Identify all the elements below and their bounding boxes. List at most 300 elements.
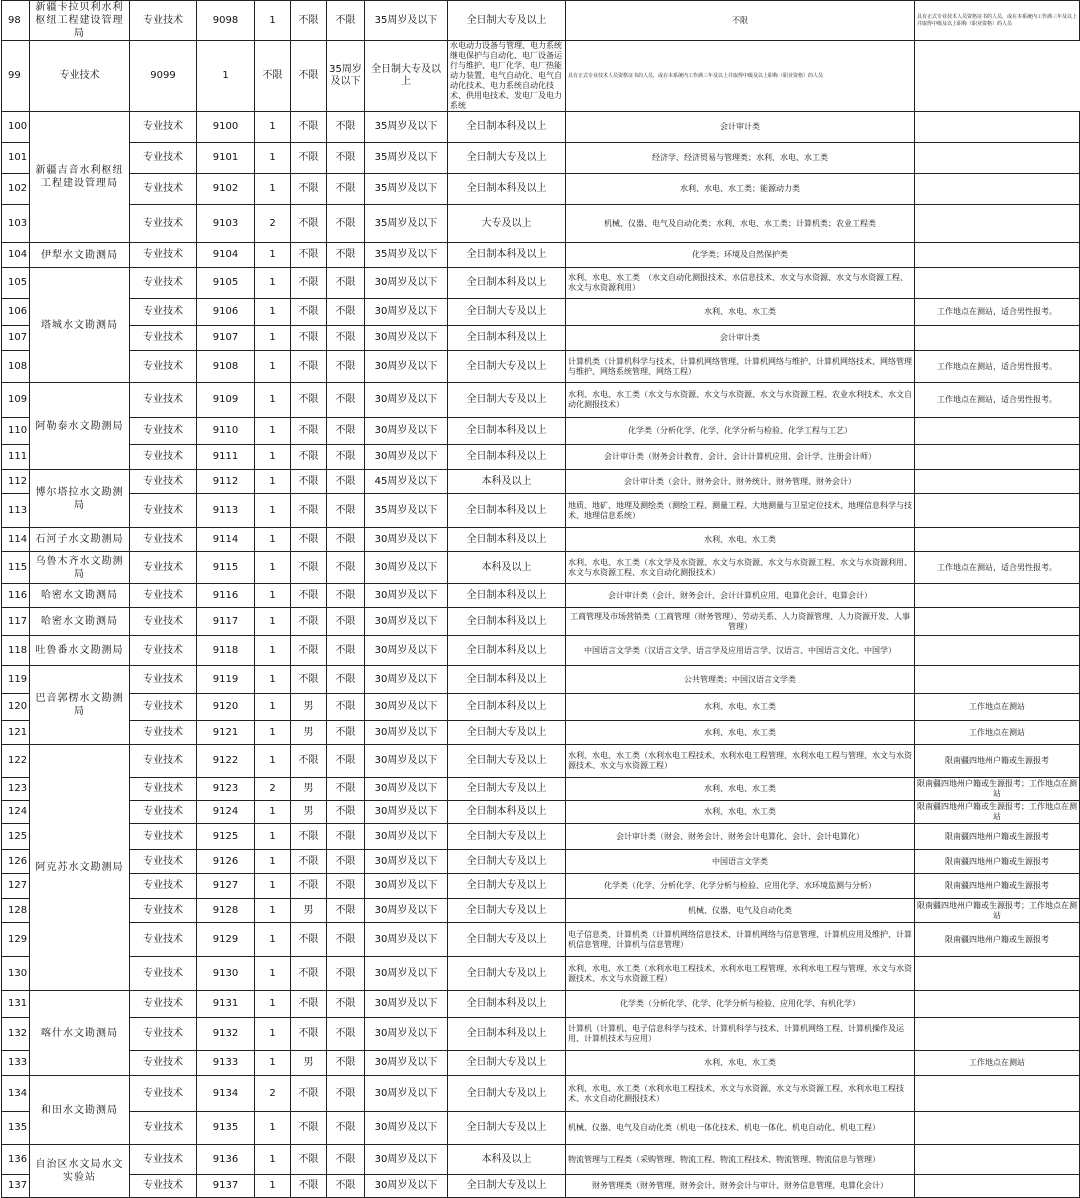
- position-code: 9126: [197, 850, 255, 874]
- gender-requirement: 不限: [291, 1, 327, 41]
- hire-count: 1: [255, 174, 291, 205]
- employer-unit: 乌鲁木齐水文勘测局: [30, 552, 130, 584]
- position-type: 专业技术: [130, 383, 197, 418]
- remarks: [915, 494, 1080, 528]
- gender-requirement: 不限: [291, 745, 327, 778]
- age-requirement: 30周岁及以下: [365, 1051, 448, 1076]
- ethnic-requirement: 不限: [327, 418, 365, 445]
- age-requirement: 30周岁及以下: [365, 1076, 448, 1112]
- ethnic-requirement: 不限: [327, 1051, 365, 1076]
- position-code: 9109: [197, 383, 255, 418]
- job-table: [1, 0, 1080, 1198]
- position-code: 9105: [197, 268, 255, 299]
- education-requirement: 全日制大专及以上: [448, 299, 566, 326]
- major-requirement: 电子信息类、计算机类（计算机网络信息技术、计算机网络与信息管理、计算机应用及维护、计算机信息管理、计算机与信息管理）: [566, 923, 915, 957]
- position-type: 专业技术: [130, 1175, 197, 1198]
- position-code: 9107: [197, 326, 255, 351]
- table-row: [2, 666, 1080, 694]
- age-requirement: 30周岁及以下: [365, 1145, 448, 1175]
- row-number: 102: [2, 174, 30, 205]
- gender-requirement: 不限: [291, 1175, 327, 1198]
- age-requirement: 35周岁及以下: [365, 143, 448, 174]
- gender-requirement: 不限: [291, 824, 327, 850]
- position-type: 专业技术: [130, 445, 197, 470]
- row-number: 115: [2, 552, 30, 584]
- gender-requirement: 不限: [291, 470, 327, 494]
- position-code: 9128: [197, 899, 255, 923]
- major-requirement: 水利、水电、水工类: [566, 528, 915, 552]
- hire-count: 1: [255, 1112, 291, 1145]
- hire-count: 1: [255, 874, 291, 899]
- hire-count: 1: [255, 470, 291, 494]
- ethnic-requirement: 不限: [327, 801, 365, 824]
- position-type: 专业技术: [130, 552, 197, 584]
- education-requirement: 全日制大专及以上: [448, 824, 566, 850]
- gender-requirement: 不限: [291, 1018, 327, 1051]
- ethnic-requirement: 不限: [327, 351, 365, 383]
- row-number: 116: [2, 584, 30, 608]
- major-requirement: 化学类（化学、分析化学、化学分析与检验、应用化学、水环境监测与分析）: [566, 874, 915, 899]
- education-requirement: 全日制大专及以上: [448, 957, 566, 991]
- position-type: 专业技术: [130, 874, 197, 899]
- age-requirement: 30周岁及以下: [365, 418, 448, 445]
- ethnic-requirement: 不限: [327, 991, 365, 1018]
- major-requirement: 会计审计类（会计、财务会计、会计计算机应用、电算化会计、电算会计）: [566, 584, 915, 608]
- position-code: 9115: [197, 552, 255, 584]
- table-row: [2, 1018, 1080, 1051]
- hire-count: 1: [255, 383, 291, 418]
- ethnic-requirement: 不限: [327, 584, 365, 608]
- gender-requirement: 不限: [291, 112, 327, 143]
- ethnic-requirement: 不限: [327, 957, 365, 991]
- gender-requirement: 不限: [291, 268, 327, 299]
- hire-count: 1: [255, 850, 291, 874]
- remarks: [915, 174, 1080, 205]
- hire-count: 1: [255, 923, 291, 957]
- hire-count: 1: [255, 351, 291, 383]
- employer-unit: 阿克苏水文勘测局: [30, 745, 130, 991]
- remarks: [915, 991, 1080, 1018]
- major-requirement: 会计审计类（会计、财务会计、财务统计、财务管理、财务会计）: [566, 470, 915, 494]
- age-requirement: 30周岁及以下: [365, 874, 448, 899]
- position-code: 9127: [197, 874, 255, 899]
- employer-unit: 阿勒泰水文勘测局: [30, 383, 130, 470]
- ethnic-requirement: 不限: [327, 899, 365, 923]
- hire-count: 1: [255, 552, 291, 584]
- ethnic-requirement: 不限: [327, 268, 365, 299]
- gender-requirement: 不限: [291, 1076, 327, 1112]
- gender-requirement: 不限: [291, 351, 327, 383]
- ethnic-requirement: 不限: [327, 666, 365, 694]
- gender-requirement: 不限: [291, 528, 327, 552]
- ethnic-requirement: 不限: [327, 824, 365, 850]
- education-requirement: 全日制本科及以上: [448, 608, 566, 636]
- table-row: [2, 470, 1080, 494]
- gender-requirement: 不限: [255, 41, 291, 112]
- gender-requirement: 不限: [291, 299, 327, 326]
- table-row: [2, 268, 1080, 299]
- major-requirement: 工商管理及市场营销类（工商管理（财务管理）、劳动关系、人力资源管理、人力资源开发、人事管理）: [566, 608, 915, 636]
- major-requirement: 中国语言文学类: [566, 850, 915, 874]
- remarks: 限南疆四地州户籍或生源报考: [915, 824, 1080, 850]
- age-requirement: 30周岁及以下: [365, 299, 448, 326]
- age-requirement: 30周岁及以下: [365, 899, 448, 923]
- row-number: 113: [2, 494, 30, 528]
- hire-count: 1: [255, 1175, 291, 1198]
- hire-count: 1: [255, 608, 291, 636]
- position-type: 专业技术: [130, 991, 197, 1018]
- ethnic-requirement: 不限: [291, 41, 327, 112]
- ethnic-requirement: 不限: [327, 552, 365, 584]
- position-type: 专业技术: [130, 1018, 197, 1051]
- position-type: 专业技术: [130, 666, 197, 694]
- age-requirement: 35周岁及以下: [327, 41, 365, 112]
- position-type: 专业技术: [130, 923, 197, 957]
- education-requirement: 全日制本科及以上: [448, 991, 566, 1018]
- position-code: 9099: [130, 41, 197, 112]
- education-requirement: 全日制本科及以上: [448, 1018, 566, 1051]
- remarks: [915, 1076, 1080, 1112]
- hire-count: 1: [255, 1, 291, 41]
- table-row: [2, 205, 1080, 243]
- table-row: [2, 694, 1080, 721]
- gender-requirement: 不限: [291, 1145, 327, 1175]
- hire-count: 1: [255, 1145, 291, 1175]
- remarks: [915, 470, 1080, 494]
- hire-count: 1: [197, 41, 255, 112]
- major-requirement: 水利、水电、水工类: [566, 801, 915, 824]
- position-type: 专业技术: [130, 351, 197, 383]
- education-requirement: 全日制大专及以上: [448, 1076, 566, 1112]
- ethnic-requirement: 不限: [327, 778, 365, 801]
- position-type: 专业技术: [130, 824, 197, 850]
- position-code: 9100: [197, 112, 255, 143]
- position-type: 专业技术: [130, 1076, 197, 1112]
- remarks: [915, 1175, 1080, 1198]
- position-code: 9131: [197, 991, 255, 1018]
- hire-count: 1: [255, 694, 291, 721]
- gender-requirement: 不限: [291, 636, 327, 666]
- hire-count: 1: [255, 1018, 291, 1051]
- education-requirement: 全日制本科及以上: [448, 326, 566, 351]
- age-requirement: 30周岁及以下: [365, 957, 448, 991]
- hire-count: 1: [255, 268, 291, 299]
- table-row: [2, 1051, 1080, 1076]
- ethnic-requirement: 不限: [327, 528, 365, 552]
- position-type: 专业技术: [130, 243, 197, 268]
- major-requirement: 水利、水电、水工类 （水文自动化测报技术、水信息技术、水文与水资源、水文与水资源工程、水文与水资源利用）: [566, 268, 915, 299]
- hire-count: 1: [255, 584, 291, 608]
- ethnic-requirement: 不限: [327, 923, 365, 957]
- major-requirement: 化学类；环境及自然保护类: [566, 243, 915, 268]
- ethnic-requirement: 不限: [327, 243, 365, 268]
- hire-count: 2: [255, 778, 291, 801]
- gender-requirement: 不限: [291, 143, 327, 174]
- position-code: 9102: [197, 174, 255, 205]
- age-requirement: 30周岁及以下: [365, 528, 448, 552]
- age-requirement: 30周岁及以下: [365, 694, 448, 721]
- row-number: 137: [2, 1175, 30, 1198]
- remarks: 限南疆四地州户籍或生源报考；工作地点在测站: [915, 778, 1080, 801]
- major-requirement: 水利、水电、水工类（水利水电工程技术、水文与水资源、水文与水资源工程、水利水电工程技术、水文自动化测报技术）: [566, 1076, 915, 1112]
- gender-requirement: 不限: [291, 874, 327, 899]
- row-number: 132: [2, 1018, 30, 1051]
- row-number: 101: [2, 143, 30, 174]
- row-number: 114: [2, 528, 30, 552]
- age-requirement: 30周岁及以下: [365, 778, 448, 801]
- remarks: [915, 584, 1080, 608]
- row-number: 134: [2, 1076, 30, 1112]
- employer-unit: 吐鲁番水文勘测局: [30, 636, 130, 666]
- major-requirement: 水利、水电、水工类: [566, 721, 915, 745]
- row-number: 107: [2, 326, 30, 351]
- ethnic-requirement: 不限: [327, 1145, 365, 1175]
- position-code: 9123: [197, 778, 255, 801]
- row-number: 131: [2, 991, 30, 1018]
- table-row: [2, 721, 1080, 745]
- table-row: [2, 1112, 1080, 1145]
- remarks: [915, 636, 1080, 666]
- education-requirement: 全日制本科及以上: [448, 494, 566, 528]
- ethnic-requirement: 不限: [327, 608, 365, 636]
- position-type: 专业技术: [130, 1112, 197, 1145]
- age-requirement: 30周岁及以下: [365, 745, 448, 778]
- ethnic-requirement: 不限: [327, 445, 365, 470]
- major-requirement: 水利、水电、水工类（水利水电工程技术、水利水电工程管理、水利水电工程与管理、水文与水资源技术、水文与水资源工程）: [566, 957, 915, 991]
- education-requirement: 全日制大专及以上: [448, 721, 566, 745]
- table-row: [2, 824, 1080, 850]
- hire-count: 2: [255, 1076, 291, 1112]
- ethnic-requirement: 不限: [327, 205, 365, 243]
- employer-unit: 塔城水文勘测局: [30, 268, 130, 383]
- remarks: [915, 957, 1080, 991]
- table-row: [2, 418, 1080, 445]
- education-requirement: 全日制本科及以上: [448, 268, 566, 299]
- gender-requirement: 不限: [291, 666, 327, 694]
- age-requirement: 30周岁及以下: [365, 923, 448, 957]
- remarks: 工作地点在测站: [915, 694, 1080, 721]
- row-number: 119: [2, 666, 30, 694]
- hire-count: 1: [255, 243, 291, 268]
- education-requirement: 全日制本科及以上: [448, 636, 566, 666]
- major-requirement: 水利、水电、水工类（水文学及水资源、水文与水资源、水文与水资源工程、水文与水资源利用、水文与水资源工程、水文自动化测报技术）: [566, 552, 915, 584]
- education-requirement: 全日制大专及以上: [448, 143, 566, 174]
- table-row: [2, 923, 1080, 957]
- employer-unit: 哈密水文勘测局: [30, 608, 130, 636]
- employer-unit: 博尔塔拉水文勘测局: [30, 470, 130, 528]
- table-row: [2, 174, 1080, 205]
- remarks: 限南疆四地州户籍或生源报考；工作地点在测站: [915, 801, 1080, 824]
- remarks: [915, 268, 1080, 299]
- remarks: 工作地点在测站: [915, 1051, 1080, 1076]
- remarks: [915, 205, 1080, 243]
- position-code: 9108: [197, 351, 255, 383]
- position-code: 9134: [197, 1076, 255, 1112]
- major-requirement: 不限: [566, 1, 915, 41]
- employer-unit: 巴音郭楞水文勘测局: [30, 666, 130, 745]
- ethnic-requirement: 不限: [327, 850, 365, 874]
- position-code: 9125: [197, 824, 255, 850]
- major-requirement: 水利、水电、水工类；能源动力类: [566, 174, 915, 205]
- ethnic-requirement: 不限: [327, 694, 365, 721]
- gender-requirement: 不限: [291, 243, 327, 268]
- education-requirement: 全日制本科及以上: [448, 174, 566, 205]
- position-code: 9121: [197, 721, 255, 745]
- hire-count: 1: [255, 824, 291, 850]
- gender-requirement: 男: [291, 694, 327, 721]
- major-requirement: 水利、水电、水工类（水文与水资源、水文与水资源、水文与水资源工程、农业水利技术、水文自动化测报技术）: [566, 383, 915, 418]
- age-requirement: 30周岁及以下: [365, 326, 448, 351]
- remarks: [915, 666, 1080, 694]
- gender-requirement: 不限: [291, 326, 327, 351]
- hire-count: 1: [255, 299, 291, 326]
- education-requirement: 本科及以上: [448, 470, 566, 494]
- position-type: 专业技术: [30, 41, 130, 112]
- age-requirement: 30周岁及以下: [365, 991, 448, 1018]
- age-requirement: 30周岁及以下: [365, 721, 448, 745]
- table-row: [2, 383, 1080, 418]
- remarks: [915, 112, 1080, 143]
- age-requirement: 30周岁及以下: [365, 1112, 448, 1145]
- table-row: [2, 874, 1080, 899]
- remarks: 限南疆四地州户籍或生源报考: [915, 850, 1080, 874]
- major-requirement: 会计审计类（财务会计教育、会计、会计计算机应用、会计学、注册会计师）: [566, 445, 915, 470]
- ethnic-requirement: 不限: [327, 494, 365, 528]
- education-requirement: 全日制本科及以上: [448, 584, 566, 608]
- row-number: 108: [2, 351, 30, 383]
- table-row: [2, 445, 1080, 470]
- row-number: 103: [2, 205, 30, 243]
- major-requirement: 化学类（分析化学、化学、化学分析与检验、化学工程与工艺）: [566, 418, 915, 445]
- table-row: [2, 991, 1080, 1018]
- remarks: [915, 243, 1080, 268]
- ethnic-requirement: 不限: [327, 874, 365, 899]
- position-code: 9113: [197, 494, 255, 528]
- education-requirement: 全日制大专及以上: [448, 1051, 566, 1076]
- remarks: [915, 528, 1080, 552]
- position-code: 9114: [197, 528, 255, 552]
- gender-requirement: 男: [291, 721, 327, 745]
- row-number: 129: [2, 923, 30, 957]
- education-requirement: 全日制本科及以上: [448, 666, 566, 694]
- table-row: [2, 899, 1080, 923]
- row-number: 118: [2, 636, 30, 666]
- age-requirement: 30周岁及以下: [365, 636, 448, 666]
- ethnic-requirement: 不限: [327, 1175, 365, 1198]
- major-requirement: 机械、仪器、电气及自动化类；水利、水电、水工类；计算机类；农业工程类: [566, 205, 915, 243]
- job-table-body: [2, 1, 1080, 1198]
- age-requirement: 35周岁及以下: [365, 112, 448, 143]
- position-type: 专业技术: [130, 745, 197, 778]
- education-requirement: 全日制本科及以上: [448, 112, 566, 143]
- employer-unit: 新疆吉音水利枢纽工程建设管理局: [30, 112, 130, 243]
- position-type: 专业技术: [130, 957, 197, 991]
- position-type: 专业技术: [130, 1, 197, 41]
- education-requirement: 全日制大专及以上: [448, 778, 566, 801]
- row-number: 110: [2, 418, 30, 445]
- table-row: [2, 584, 1080, 608]
- remarks: [915, 445, 1080, 470]
- position-type: 专业技术: [130, 326, 197, 351]
- table-row: [2, 351, 1080, 383]
- table-row: [2, 608, 1080, 636]
- age-requirement: 35周岁及以下: [365, 174, 448, 205]
- position-code: 9124: [197, 801, 255, 824]
- gender-requirement: 不限: [291, 205, 327, 243]
- major-requirement: 会计审计类: [566, 112, 915, 143]
- remarks: [915, 418, 1080, 445]
- position-type: 专业技术: [130, 528, 197, 552]
- age-requirement: 30周岁及以下: [365, 801, 448, 824]
- table-row: [2, 41, 1080, 112]
- hire-count: 1: [255, 418, 291, 445]
- remarks: [915, 326, 1080, 351]
- major-requirement: 地质、地矿、地理及测绘类（测绘工程、测量工程、大地测量与卫星定位技术、地理信息科学与技术、地理信息系统）: [566, 494, 915, 528]
- age-requirement: 30周岁及以下: [365, 584, 448, 608]
- remarks: 具有正式专业技术人员资格证书的人员，或在本系统内工作满三年及以上并取得中级及以上职称（职业资格）的人员: [915, 1, 1080, 41]
- position-code: 9122: [197, 745, 255, 778]
- table-row: [2, 778, 1080, 801]
- education-requirement: 全日制大专及以上: [448, 383, 566, 418]
- major-requirement: 经济学、经济贸易与管理类；水利、水电、水工类: [566, 143, 915, 174]
- education-requirement: 全日制大专及以上: [448, 874, 566, 899]
- hire-count: 1: [255, 991, 291, 1018]
- position-type: 专业技术: [130, 694, 197, 721]
- age-requirement: 30周岁及以下: [365, 608, 448, 636]
- row-number: 133: [2, 1051, 30, 1076]
- position-type: 专业技术: [130, 850, 197, 874]
- hire-count: 1: [255, 326, 291, 351]
- hire-count: 1: [255, 745, 291, 778]
- gender-requirement: 不限: [291, 418, 327, 445]
- position-type: 专业技术: [130, 801, 197, 824]
- major-requirement: 会计审计类: [566, 326, 915, 351]
- major-requirement: 水利、水电、水工类: [566, 778, 915, 801]
- ethnic-requirement: 不限: [327, 745, 365, 778]
- row-number: 124: [2, 801, 30, 824]
- education-requirement: 全日制大专及以上: [365, 41, 448, 112]
- gender-requirement: 不限: [291, 552, 327, 584]
- remarks: 工作地点在测站，适合男性报考。: [915, 552, 1080, 584]
- position-code: 9110: [197, 418, 255, 445]
- education-requirement: 全日制大专及以上: [448, 899, 566, 923]
- row-number: 104: [2, 243, 30, 268]
- table-row: [2, 957, 1080, 991]
- position-code: 9112: [197, 470, 255, 494]
- row-number: 100: [2, 112, 30, 143]
- education-requirement: 全日制大专及以上: [448, 1175, 566, 1198]
- age-requirement: 30周岁及以下: [365, 383, 448, 418]
- remarks: 工作地点在测站: [915, 721, 1080, 745]
- age-requirement: 30周岁及以下: [365, 268, 448, 299]
- remarks: 限南疆四地州户籍或生源报考: [915, 745, 1080, 778]
- remarks: [915, 143, 1080, 174]
- row-number: 111: [2, 445, 30, 470]
- hire-count: 1: [255, 721, 291, 745]
- position-type: 专业技术: [130, 899, 197, 923]
- gender-requirement: 不限: [291, 850, 327, 874]
- position-type: 专业技术: [130, 268, 197, 299]
- education-requirement: 全日制本科及以上: [448, 801, 566, 824]
- education-requirement: 全日制本科及以上: [448, 418, 566, 445]
- major-requirement: 水利、水电、水工类: [566, 1051, 915, 1076]
- remarks: [915, 1018, 1080, 1051]
- ethnic-requirement: 不限: [327, 721, 365, 745]
- hire-count: 1: [255, 445, 291, 470]
- row-number: 135: [2, 1112, 30, 1145]
- major-requirement: 财务管理类（财务管理、财务会计、财务会计与审计、财务信息管理、电算化会计）: [566, 1175, 915, 1198]
- position-type: 专业技术: [130, 584, 197, 608]
